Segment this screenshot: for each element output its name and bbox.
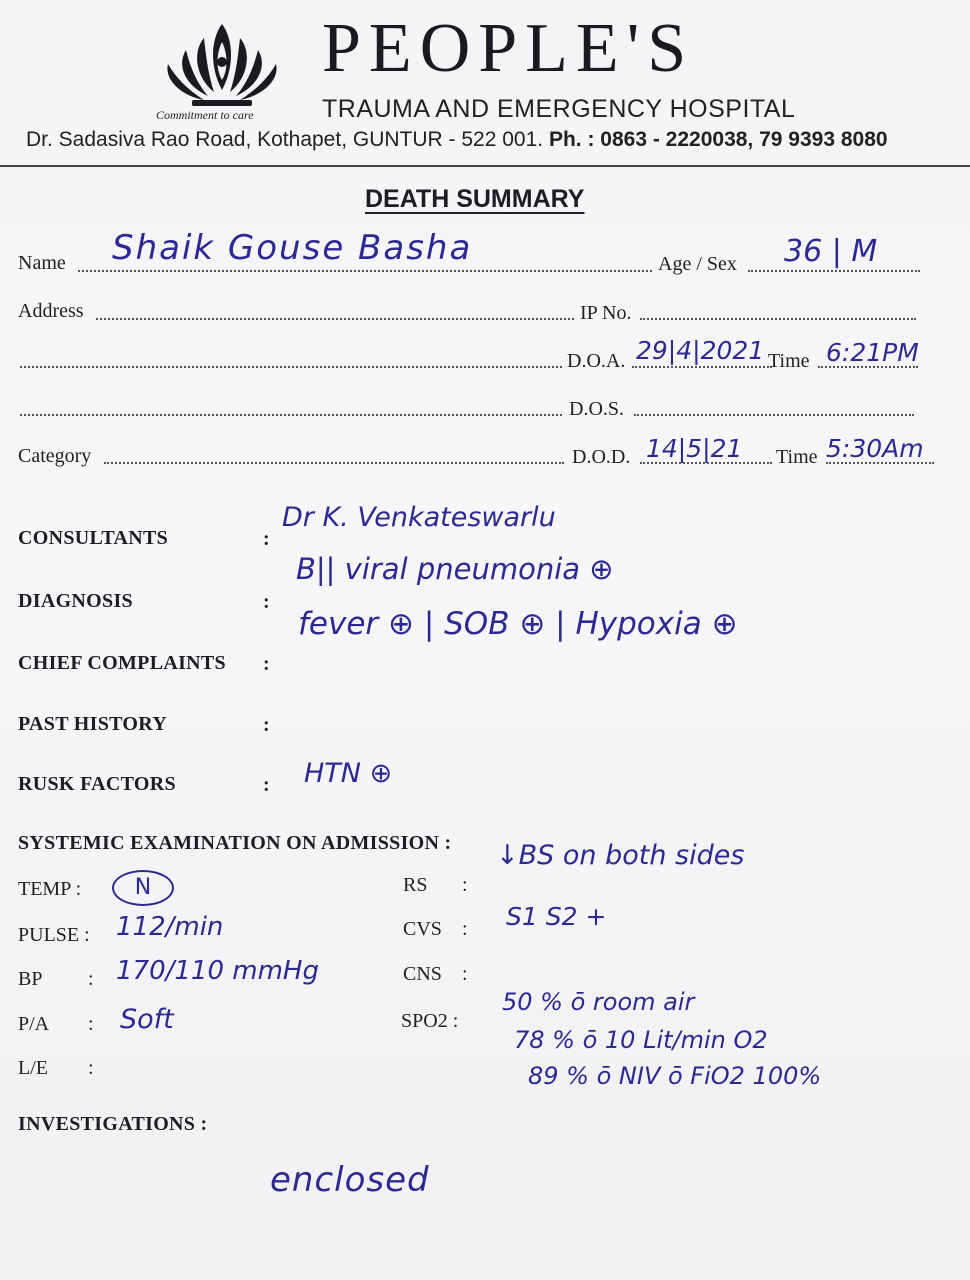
rs-colon: : bbox=[462, 874, 468, 896]
spo2-line-3: 89 % ō NIV ō FiO2 100% bbox=[528, 1062, 822, 1090]
consultants-value: Dr K. Venkateswarlu bbox=[282, 502, 556, 533]
name-line bbox=[78, 270, 652, 272]
doa-time-label: Time bbox=[768, 350, 810, 372]
pa-colon: : bbox=[88, 1013, 94, 1035]
chief-complaints-value: fever ⊕ | SOB ⊕ | Hypoxia ⊕ bbox=[298, 606, 738, 642]
investigations-value: enclosed bbox=[270, 1160, 430, 1200]
ip-no-label: IP No. bbox=[580, 302, 632, 324]
rs-label: RS bbox=[403, 874, 428, 896]
hospital-tagline: Commitment to care bbox=[156, 108, 254, 122]
cvs-value: S1 S2 + bbox=[506, 902, 607, 931]
patient-name: Shaik Gouse Basha bbox=[112, 228, 473, 268]
dod-time-label: Time bbox=[776, 446, 818, 468]
risk-factors-colon: : bbox=[263, 774, 270, 796]
diagnosis-label: DIAGNOSIS bbox=[18, 590, 133, 612]
diagnosis-value: B|| viral pneumonia ⊕ bbox=[296, 552, 614, 586]
consultants-colon: : bbox=[263, 528, 270, 550]
hospital-brand-name: PEOPLE'S bbox=[322, 10, 695, 87]
pa-label: P/A bbox=[18, 1013, 50, 1035]
category-label: Category bbox=[18, 445, 92, 467]
hospital-logo bbox=[152, 18, 292, 110]
risk-factors-value: HTN ⊕ bbox=[304, 758, 393, 789]
document-title: DEATH SUMMARY bbox=[365, 185, 585, 213]
consultants-label: CONSULTANTS bbox=[18, 527, 169, 549]
bp-label: BP bbox=[18, 968, 43, 990]
bp-colon: : bbox=[88, 968, 94, 990]
age-sex-label: Age / Sex bbox=[658, 253, 737, 275]
address-line-1 bbox=[96, 318, 574, 320]
chief-complaints-label: CHIEF COMPLAINTS bbox=[18, 652, 226, 674]
doa-time-value: 6:21PM bbox=[826, 338, 919, 367]
hospital-full-name: TRAUMA AND EMERGENCY HOSPITAL bbox=[322, 95, 796, 123]
cvs-colon: : bbox=[462, 918, 468, 940]
address-line-2 bbox=[20, 366, 562, 368]
past-history-label: PAST HISTORY bbox=[18, 713, 168, 735]
le-label: L/E bbox=[18, 1057, 48, 1079]
address-text: Dr. Sadasiva Rao Road, Kothapet, GUNTUR - 522 001. bbox=[26, 128, 544, 151]
pulse-label: PULSE : bbox=[18, 924, 90, 946]
age-sex-line bbox=[748, 270, 920, 272]
dod-label: D.O.D. bbox=[572, 446, 631, 468]
hospital-address bbox=[26, 128, 888, 152]
dod-time-value: 5:30Am bbox=[826, 434, 924, 463]
name-label: Name bbox=[18, 252, 66, 274]
phone-numbers: 0863 - 2220038, 79 9393 8080 bbox=[600, 128, 888, 151]
past-history-colon: : bbox=[263, 714, 270, 736]
cvs-label: CVS bbox=[403, 918, 442, 940]
diagnosis-colon: : bbox=[263, 591, 270, 613]
cns-label: CNS bbox=[403, 963, 442, 985]
dos-label: D.O.S. bbox=[569, 398, 625, 420]
risk-factors-label: RUSK FACTORS bbox=[18, 773, 176, 795]
temp-value: N bbox=[112, 870, 174, 906]
address-label: Address bbox=[18, 300, 84, 322]
doa-label: D.O.A. bbox=[567, 350, 626, 372]
category-line bbox=[104, 462, 564, 464]
doa-line bbox=[632, 366, 772, 368]
spo2-line-1: 50 % ō room air bbox=[502, 988, 695, 1016]
systemic-exam-heading: SYSTEMIC EXAMINATION ON ADMISSION : bbox=[18, 832, 452, 854]
temp-label: TEMP : bbox=[18, 878, 82, 900]
dos-line bbox=[634, 414, 914, 416]
dod-value: 14|5|21 bbox=[646, 434, 743, 463]
ip-no-line bbox=[640, 318, 916, 320]
header-divider bbox=[0, 165, 970, 167]
rs-value: ↓BS on both sides bbox=[496, 840, 745, 871]
cns-colon: : bbox=[462, 963, 468, 985]
bp-value: 170/110 mmHg bbox=[116, 956, 319, 986]
le-colon: : bbox=[88, 1057, 94, 1079]
pulse-value: 112/min bbox=[116, 912, 224, 942]
spo2-line-2: 78 % ō 10 Lit/min O2 bbox=[514, 1026, 768, 1054]
spo2-label: SPO2 : bbox=[401, 1010, 459, 1032]
pa-value: Soft bbox=[120, 1004, 174, 1035]
chief-complaints-colon: : bbox=[263, 653, 270, 675]
age-sex-value: 36 | M bbox=[784, 234, 878, 269]
address-line-3 bbox=[20, 414, 562, 416]
doa-value: 29|4|2021 bbox=[636, 336, 765, 365]
investigations-label: INVESTIGATIONS : bbox=[18, 1113, 208, 1135]
phone-label: Ph. : bbox=[548, 128, 595, 151]
